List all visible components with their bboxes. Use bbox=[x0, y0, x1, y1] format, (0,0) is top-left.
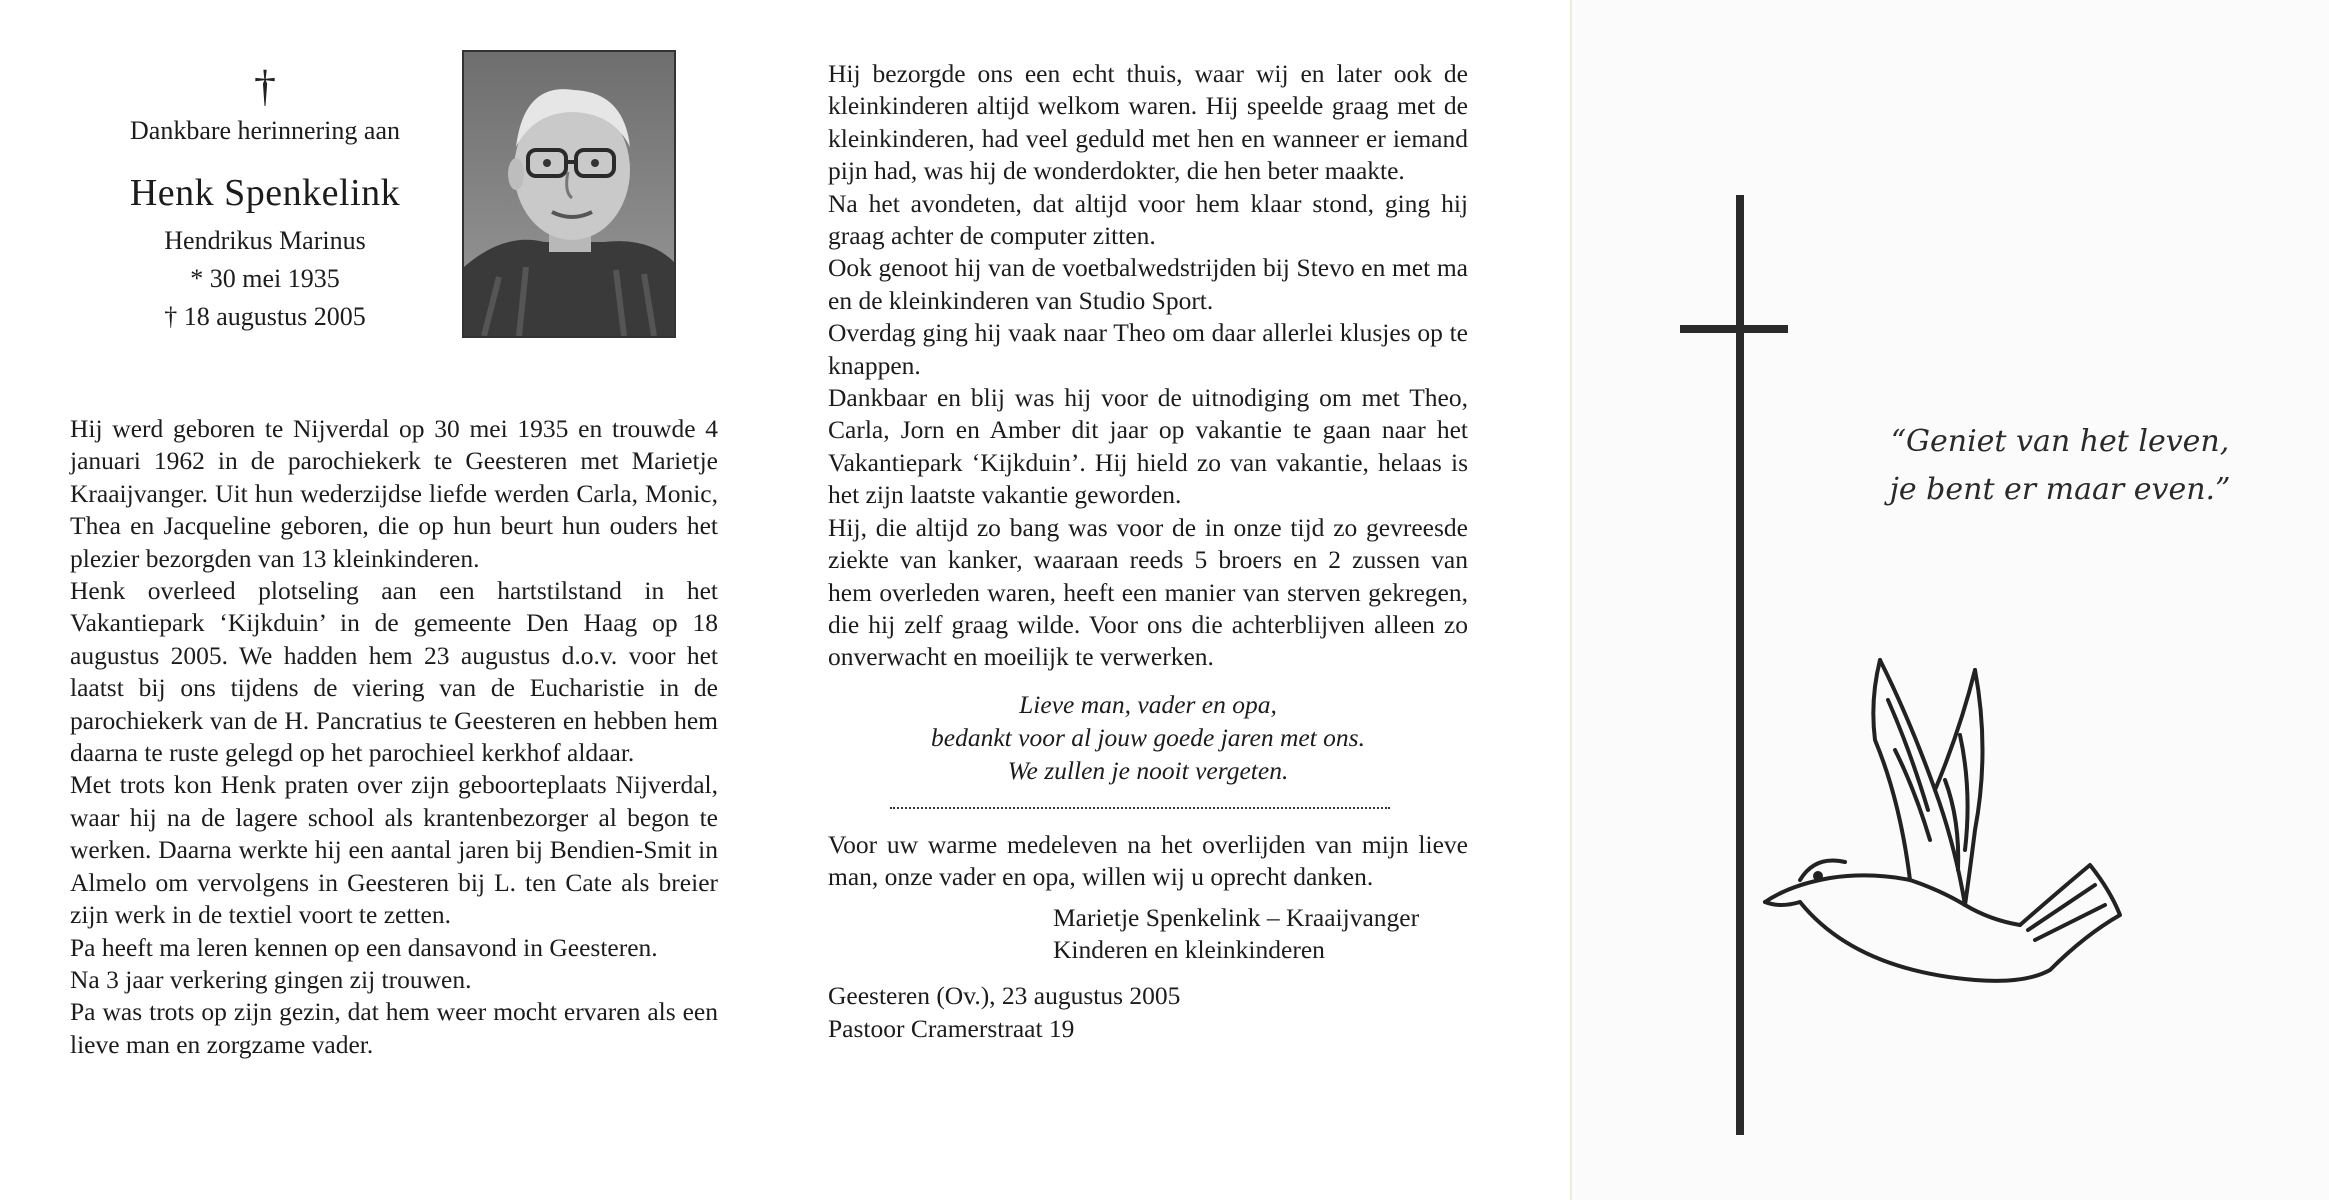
header-intro: Dankbare herinnering aan bbox=[130, 116, 400, 145]
paragraph: Hij werd geboren te Nijverdal op 30 mei 1935 en trouwde 4 januari 1962 in de parochiekerk te Geesteren met Marietje Kraaijvanger. Uit hun wederzijdse liefde werden Carla, Monic, Thea en Jacqueline geboren, die op hun beurt hun ouders het plezier bezorgden van 13 kleinkinderen. bbox=[70, 414, 718, 573]
deceased-full-name: Hendrikus Marinus bbox=[164, 226, 366, 255]
quote-line: “Geniet van het leven, bbox=[1890, 424, 2230, 459]
paragraph: Pa heeft ma leren kennen op een dansavond in Geesteren. bbox=[70, 932, 658, 962]
paragraph: Hij bezorgde ons een echt thuis, waar wij en later ook de kleinkinderen altijd welkom waren. Hij speelde graag met de kleinkinderen, had veel geduld met hen en wanneer er iemand pijn had, was hij de wonderdokter, die hen beter maakte. bbox=[828, 59, 1468, 186]
dotted-separator bbox=[890, 801, 1390, 809]
place-date: Geesteren (Ov.), 23 augustus 2005 bbox=[828, 981, 1181, 1011]
paragraph: Henk overleed plotseling aan een hartstilstand in het Vakantiepark ‘Kijkduin’ in de gemeente Den Haag op 18 augustus 2005. We hadden hem 23 augustus d.o.v. voor het laatst bij ons tijdens de viering van de Eucharistie in de parochiekerk van de H. Pancratius te Geesteren en hebben hem daarna te ruste gelegd op het parochieel kerkhof aldaar. bbox=[70, 576, 718, 768]
cross-symbol: † bbox=[254, 62, 276, 111]
fold-line bbox=[1570, 0, 1572, 1200]
signature-line: Marietje Spenkelink – Kraaijvanger bbox=[1053, 902, 1420, 932]
biography-left-column bbox=[70, 413, 718, 1061]
signature-line: Kinderen en kleinkinderen bbox=[1053, 934, 1325, 964]
paragraph: Na 3 jaar verkering gingen zij trouwen. bbox=[70, 964, 472, 994]
paragraph: Overdag ging hij vaak naar Theo om daar allerlei klusjes op te knappen. bbox=[828, 318, 1468, 380]
biography-middle-column bbox=[828, 58, 1468, 1045]
birth-date: * 30 mei 1935 bbox=[190, 264, 340, 293]
poem-line: bedankt voor al jouw goede jaren met ons. bbox=[931, 722, 1365, 752]
paragraph: Na het avondeten, dat altijd voor hem klaar stond, ging hij graag achter de computer zitten. bbox=[828, 188, 1468, 251]
place-address bbox=[828, 980, 1468, 1045]
paragraph: Met trots kon Henk praten over zijn geboorteplaats Nijverdal, waar hij na de lagere school als krantenbezorger al begon te werken. Daarna werkte hij een aantal jaren bij Bendien-Smit in Almelo om vervolgens in Geesteren bij L. ten Cate als breier zijn werk in de textiel voort te zetten. bbox=[70, 770, 718, 930]
poem bbox=[828, 688, 1468, 787]
paragraph: Hij, die altijd zo bang was voor de in onze tijd zo gevreesde ziekte van kanker, waaraan reeds 5 broers en 2 zussen van hem overleden waren, heeft een manier van sterven gekregen, die hij zelf graag wilde. Voor ons die achterblijven alleen zo onverwacht en moeilijk te verwerken. bbox=[828, 512, 1468, 672]
portrait-illustration bbox=[464, 52, 674, 336]
deceased-name: Henk Spenkelink bbox=[129, 172, 401, 214]
quote-line: je bent er maar even.” bbox=[1889, 472, 2231, 507]
paragraph: Dankbaar en blij was hij voor de uitnodiging om met Theo, Carla, Jorn en Amber dit jaar op vakantie te gaan naar het Vakantiepark ‘Kijkduin’. Hij hield zo van vakantie, helaas is het zijn laatste vakantie geworden. bbox=[828, 383, 1468, 510]
address: Pastoor Cramerstraat 19 bbox=[828, 1013, 1075, 1043]
portrait-photo bbox=[462, 50, 676, 338]
poem-line: Lieve man, vader en opa, bbox=[1019, 689, 1277, 719]
paragraph: Ook genoot hij van de voetbalwedstrijden bij Stevo en met ma en de kleinkinderen van Studio Sport. bbox=[828, 253, 1468, 315]
dove-icon bbox=[1760, 640, 2130, 1010]
signature bbox=[828, 902, 1468, 967]
quote bbox=[1870, 418, 2250, 514]
header-block bbox=[90, 62, 440, 334]
death-date: † 18 augustus 2005 bbox=[164, 302, 366, 331]
poem-line: We zullen je nooit vergeten. bbox=[1007, 755, 1289, 785]
thanks-text: Voor uw warme medeleven na het overlijden van mijn lieve man, onze vader en opa, willen wij u oprecht danken. bbox=[828, 829, 1468, 892]
paragraph: Pa was trots op zijn gezin, dat hem weer mocht ervaren als een lieve man en zorgzame vader. bbox=[70, 997, 718, 1059]
